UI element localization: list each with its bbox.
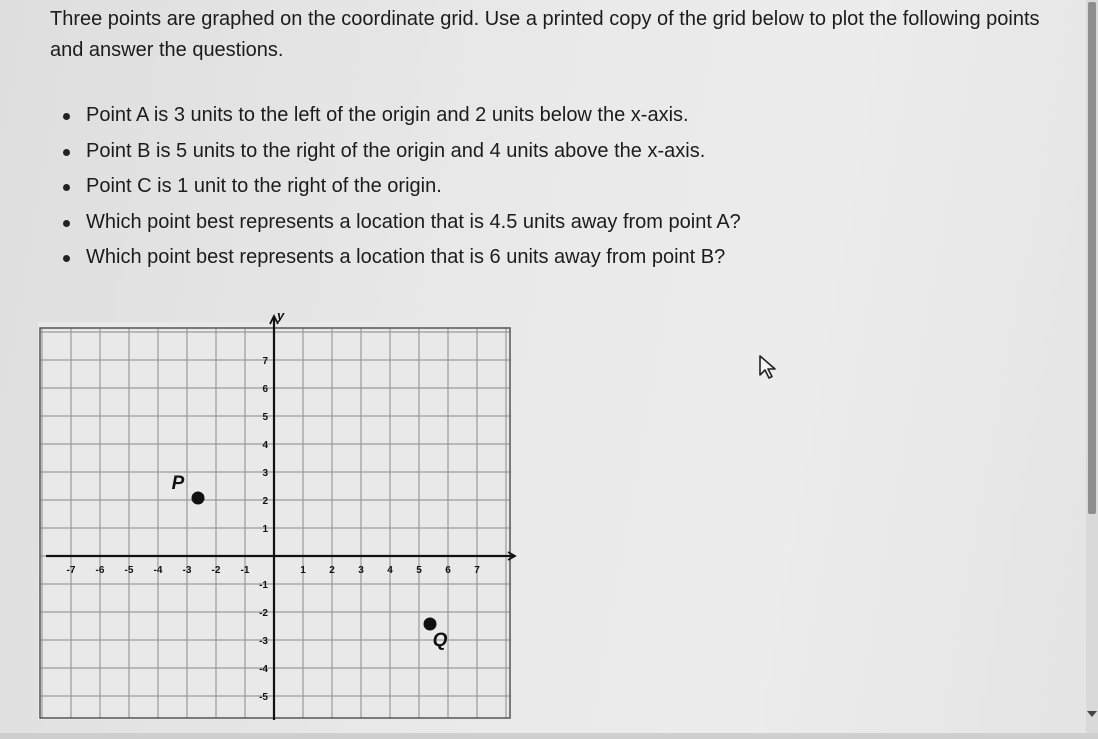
x-tick-label: -1 bbox=[240, 565, 250, 576]
scrollbar-thumb[interactable] bbox=[1088, 2, 1096, 514]
y-tick-label: 5 bbox=[262, 412, 268, 423]
x-tick-label: 7 bbox=[474, 565, 480, 576]
y-tick-label: 6 bbox=[262, 384, 268, 395]
x-tick-label: 3 bbox=[358, 565, 364, 576]
x-tick-label: 6 bbox=[445, 565, 451, 576]
x-tick-label: -4 bbox=[153, 565, 163, 576]
x-tick-label: -2 bbox=[211, 565, 221, 576]
y-axis-label: y bbox=[277, 308, 285, 323]
question-list bbox=[50, 98, 950, 276]
list-item: Which point best represents a location that is 4.5 units away from point A? bbox=[50, 205, 950, 241]
intro-text: Three points are graphed on the coordinate grid. Use a printed copy of the grid below to plot the following points and answer the questions. bbox=[50, 8, 1040, 61]
x-tick-label: 1 bbox=[300, 565, 306, 576]
x-tick-label: 2 bbox=[329, 565, 335, 576]
y-tick-label: -1 bbox=[259, 580, 268, 591]
y-tick-label: -4 bbox=[259, 664, 268, 675]
vertical-scrollbar[interactable] bbox=[1086, 0, 1098, 739]
list-item: Point B is 5 units to the right of the origin and 4 units above the x-axis. bbox=[50, 134, 950, 170]
y-tick-label: -5 bbox=[259, 692, 268, 703]
coordinate-grid-svg bbox=[38, 308, 518, 720]
list-item: Point C is 1 unit to the right of the origin. bbox=[50, 169, 950, 205]
x-tick-label: -5 bbox=[124, 565, 134, 576]
y-tick-label: 2 bbox=[262, 496, 268, 507]
arrow-cursor-icon bbox=[758, 354, 780, 385]
y-tick-label: -2 bbox=[259, 608, 268, 619]
bottom-edge bbox=[0, 733, 1098, 739]
coordinate-grid bbox=[38, 308, 518, 720]
x-tick-label: -7 bbox=[66, 565, 76, 576]
y-tick-label: 3 bbox=[262, 468, 268, 479]
list-item: Which point best represents a location that is 6 units away from point B? bbox=[50, 240, 950, 276]
point-marker bbox=[192, 492, 205, 505]
grid-background bbox=[38, 322, 514, 720]
chevron-down-icon[interactable] bbox=[1087, 711, 1097, 717]
x-tick-label: -6 bbox=[95, 565, 105, 576]
y-tick-label: 4 bbox=[262, 440, 268, 451]
x-tick-label: 5 bbox=[416, 565, 422, 576]
y-tick-label: 1 bbox=[262, 524, 268, 535]
x-tick-label: 4 bbox=[387, 565, 393, 576]
y-tick-label: -3 bbox=[259, 636, 268, 647]
x-tick-label: -3 bbox=[182, 565, 192, 576]
y-tick-label: 7 bbox=[262, 356, 268, 367]
list-item: Point A is 3 units to the left of the origin and 2 units below the x-axis. bbox=[50, 98, 950, 134]
point-label: P bbox=[171, 473, 185, 494]
point-marker bbox=[424, 618, 437, 631]
point-label: Q bbox=[432, 630, 448, 651]
